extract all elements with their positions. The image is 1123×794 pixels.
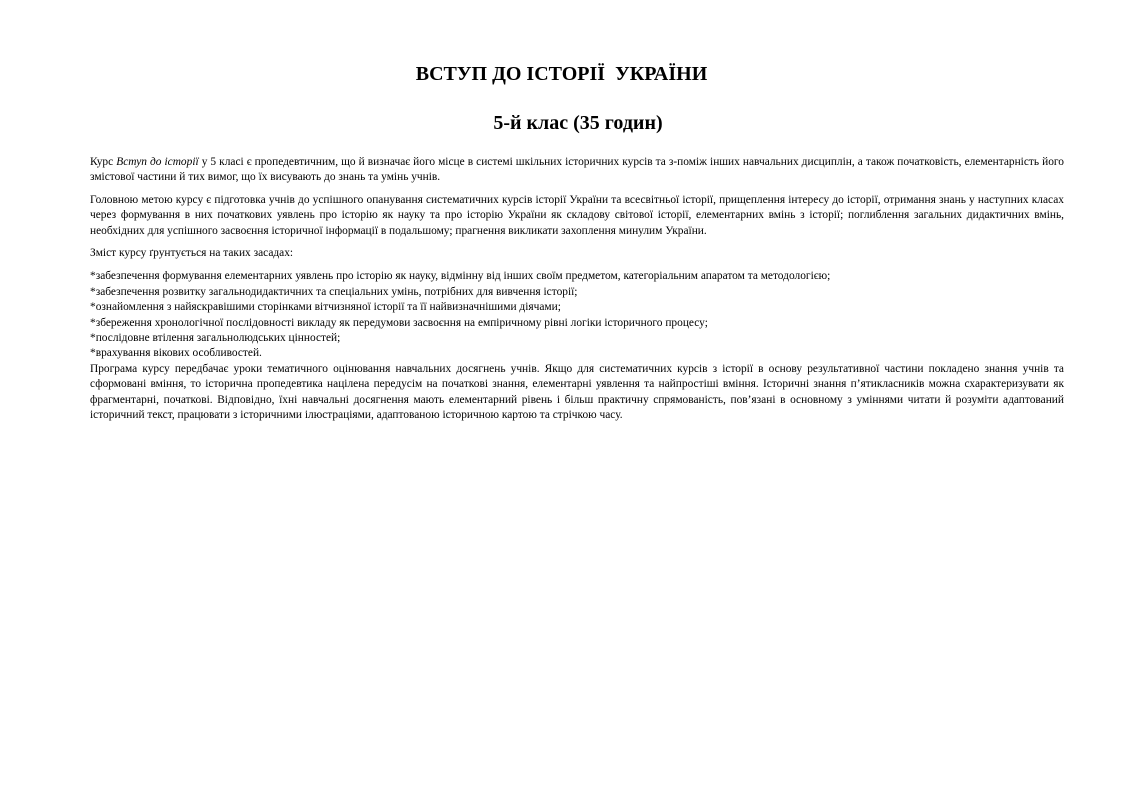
list-item: *врахування вікових особливостей. — [90, 347, 262, 360]
document-title: ВСТУП ДО ІСТОРІЇ УКРАЇНИ — [415, 63, 708, 85]
list-item: *забезпечення формування елементарних уявлень про історію як науку, відмінну від інших своїм предметом, категоріальним апаратом та методологією; — [90, 270, 831, 283]
list-item: *послідовне втілення загальнолюдських цінностей; — [90, 332, 341, 345]
list-item: *ознайомлення з найяскравішими сторінками вітчизняної історії та її найвизначнішими діячами; — [90, 301, 561, 314]
list-item: *збереження хронологічної послідовності викладу як передумови засвоєння на емпіричному рівні логіки історичного процесу; — [90, 316, 708, 329]
paragraph-intro-post: у 5 класі є пропедевтичним, що й визначає його місце в системі шкільних історичних курсів та з-поміж інших навчальних дисциплін, а також початковість, елементарність його змістової частини й тих вимог, що їх висувають до знань та умінь учнів. — [90, 156, 1064, 184]
principles-list — [90, 269, 1064, 361]
list-item: *забезпечення розвитку загальнодидактичних та спеціальних умінь, потрібних для вивчення історії; — [90, 285, 578, 298]
paragraph-principles-intro: Зміст курсу ґрунтується на таких засадах: — [90, 247, 294, 260]
document-body — [90, 155, 1064, 431]
paragraph-assessment: Програма курсу передбачає уроки тематичного оцінювання навчальних досягнень учнів. Якщо для систематичних курсів з історії в основу результативної частини покладено знання учнів та сформовані вміння, то історична пропедевтика націлена передусім на початкові знання, елементарні уявлення та найпростіші вміння. Історичні знання п’ятикласників можна схарактеризувати як фрагментарні, початкові. Відповідно, їхні навчальні досягнення мають елементарний рівень і більш практичну спрямованість, пов’язані в основному з уміннями читати й розуміти адаптований історичний текст, працювати з історичними ілюстраціями, адаптованою історичною картою та стрічкою часу. — [90, 362, 1064, 422]
paragraph-goal: Головною метою курсу є підготовка учнів до успішного опанування систематичних курсів історії України та всесвітньої історії, прищеплення інтересу до історії, отримання знань у наступних класах через формування в них початкових уявлень про історію як науку та про історію України як складову світової історії, елементарних вмінь з історії; поглиблення загальних дидактичних вмінь, необхідних для успішного засвоєння історичної інформації в подальшому; прагнення викликати захоплення минулим України. — [90, 193, 1064, 237]
paragraph-intro — [90, 155, 1064, 186]
document-subtitle: 5-й клас (35 годин) — [493, 112, 663, 134]
course-name-italic: Вступ до історії — [116, 156, 199, 168]
paragraph-intro-pre: Курс — [90, 156, 117, 168]
